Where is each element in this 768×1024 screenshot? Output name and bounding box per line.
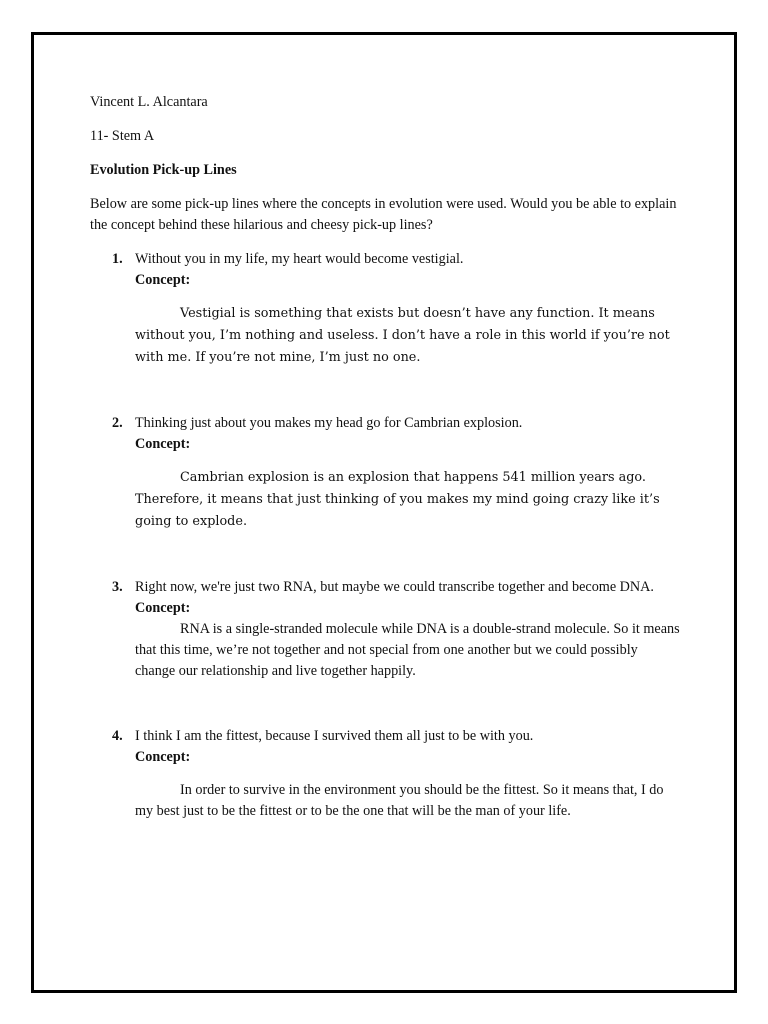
item-number: 4. (112, 728, 123, 744)
item-number: 3. (112, 579, 123, 595)
document-title: Evolution Pick-up Lines (90, 162, 237, 178)
concept-explanation: RNA is a single-stranded molecule while DNA is a double-strand molecule. So it means that this time, we’re not together and not special from one another but we could possibly change our relationship and live together happily. (135, 621, 680, 679)
list-item (90, 249, 680, 369)
concept-label: Concept: (135, 749, 191, 765)
pickup-line-list (90, 249, 680, 822)
list-item (90, 413, 680, 533)
concept-label: Concept: (135, 600, 191, 616)
list-item (90, 577, 680, 682)
concept-label: Concept: (135, 272, 191, 288)
item-number: 2. (112, 415, 123, 431)
pickup-line: Thinking just about you makes my head go for Cambrian explosion. (135, 415, 523, 431)
pickup-line: I think I am the fittest, because I survived them all just to be with you. (135, 728, 534, 744)
pickup-line: Right now, we're just two RNA, but maybe we could transcribe together and become DNA. (135, 579, 654, 595)
class-section: 11- Stem A (90, 128, 155, 144)
item-number: 1. (112, 251, 123, 267)
author-name: Vincent L. Alcantara (90, 94, 208, 110)
intro-paragraph: Below are some pick-up lines where the concepts in evolution were used. Would you be able to explain the concept behind these hilarious and cheesy pick-up lines? (90, 196, 677, 233)
list-item (90, 726, 680, 822)
concept-explanation: Cambrian explosion is an explosion that happens 541 million years ago. Therefore, it means that just thinking of you makes my mind going crazy like it’s going to explode. (135, 470, 660, 529)
concept-label: Concept: (135, 436, 191, 452)
pickup-line: Without you in my life, my heart would become vestigial. (135, 251, 464, 267)
document-body (90, 92, 680, 822)
concept-explanation: In order to survive in the environment you should be the fittest. So it means that, I do my best just to be the fittest or to be the one that will be the man of your life. (135, 782, 664, 819)
concept-explanation: Vestigial is something that exists but doesn’t have any function. It means without you, I’m nothing and useless. I don’t have a role in this world if you’re not with me. If you’re not mine, I’m just no one. (135, 306, 670, 365)
